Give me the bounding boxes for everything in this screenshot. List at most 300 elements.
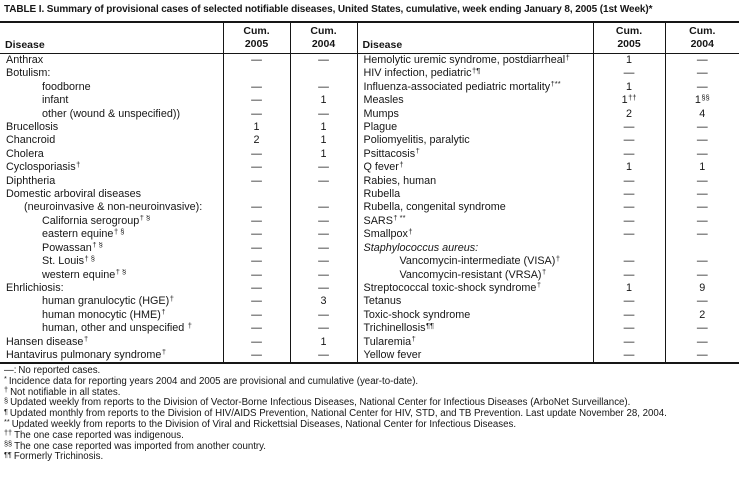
cum-2005-cell <box>593 148 665 161</box>
disease-label: human granulocytic (HGE) <box>42 295 170 308</box>
disease-label: Hansen disease <box>6 335 84 348</box>
disease-label: Botulism: <box>6 67 51 80</box>
footnote-marker: † <box>187 322 192 330</box>
disease-label: HIV infection, pediatric <box>363 67 472 80</box>
disease-label: Influenza-associated pediatric mortality <box>363 80 551 93</box>
footnote-marker: † <box>415 147 420 156</box>
cum-2005-cell <box>593 282 665 295</box>
cum-label: Cum. <box>243 25 270 37</box>
cum-2004-cell <box>665 201 739 214</box>
cum-2005-cell <box>223 67 290 80</box>
count-value: 1 <box>699 161 706 174</box>
disease-cell <box>0 215 223 228</box>
count-value: — <box>318 174 329 187</box>
cum-2005-cell <box>593 201 665 214</box>
cum-2005-cell <box>223 269 290 282</box>
count-value: — <box>623 335 635 348</box>
count-value: — <box>696 201 708 214</box>
footnote-marker: †** <box>550 80 561 89</box>
disease-cell <box>0 201 223 214</box>
disease-label: Brucellosis <box>6 121 59 134</box>
cum-2004-cell <box>290 175 357 188</box>
cum-2004-cell <box>665 188 739 201</box>
cum-2005-cell <box>593 188 665 201</box>
cum-2004-cell <box>290 215 357 228</box>
count-value: 2 <box>253 134 260 147</box>
disease-cell <box>357 54 593 68</box>
cum-2005-cell <box>593 336 665 349</box>
disease-label: Hemolytic uremic syndrome, postdiarrheal <box>363 54 566 66</box>
table-row <box>0 336 739 349</box>
cum-2004-cell <box>665 67 739 80</box>
disease-label: Mumps <box>363 107 399 120</box>
cum-2005-cell <box>223 349 290 363</box>
count-value: — <box>318 214 329 227</box>
cum-2004-cell <box>665 215 739 228</box>
cum-2004-cell <box>665 54 739 68</box>
count-value: — <box>623 67 635 80</box>
count-value: — <box>696 54 708 66</box>
cum-2005-cell <box>593 295 665 308</box>
count-value: 1 <box>320 335 327 348</box>
footnote-marker: † <box>83 335 89 344</box>
footnote-marker: §§ <box>4 439 13 449</box>
cum-2004-cell <box>665 134 739 147</box>
footnote-marker: † § <box>139 214 151 223</box>
footnote-marker: † <box>4 385 9 395</box>
count-value: 1 <box>625 161 632 174</box>
cum-2005-cell <box>223 188 290 201</box>
table-row <box>0 322 739 335</box>
cum-2004-cell <box>665 295 739 308</box>
footnote-marker: † § <box>115 268 127 276</box>
footnote-marker: † ** <box>393 214 406 223</box>
disease-label: Cyclosporiasis <box>6 161 76 174</box>
table-row <box>0 228 739 241</box>
cum-2005-cell <box>223 282 290 295</box>
cum-2005-cell <box>223 121 290 134</box>
disease-label: infant <box>42 94 69 107</box>
disease-label: Toxic-shock syndrome <box>363 308 471 321</box>
disease-cell <box>357 322 593 335</box>
footnote-text: Not notifiable in all states. <box>10 386 121 398</box>
cum-2004-cell <box>665 94 739 107</box>
count-value: 1 <box>625 281 632 294</box>
disease-cell <box>357 282 593 295</box>
cum-2004-cell <box>290 295 357 308</box>
cum-2004-cell <box>665 349 739 363</box>
disease-cell <box>0 295 223 308</box>
disease-cell <box>357 255 593 268</box>
disease-cell <box>357 161 593 174</box>
table-row <box>0 175 739 188</box>
disease-cell <box>0 269 223 282</box>
count-value: — <box>251 174 262 187</box>
count-value: — <box>696 134 708 147</box>
disease-cell <box>0 175 223 188</box>
year-2004-label: 2004 <box>690 38 714 50</box>
year-2005-label: 2005 <box>617 38 641 50</box>
disease-label: Chancroid <box>6 134 56 147</box>
disease-label: other (wound & unspecified)) <box>42 107 181 120</box>
cum-2005-cell <box>223 134 290 147</box>
table-row <box>0 201 739 214</box>
cum-2005-cell <box>593 269 665 282</box>
cum-2005-cell <box>223 336 290 349</box>
column-header-cum-2004-right <box>665 22 739 54</box>
cum-2005-cell <box>223 54 290 68</box>
cum-2005-cell <box>593 228 665 241</box>
footnote-marker: ¶¶ <box>4 449 12 459</box>
table-row <box>0 309 739 322</box>
cum-2005-cell <box>593 54 665 68</box>
disease-label: Rabies, human <box>363 174 437 187</box>
count-value: — <box>318 281 329 294</box>
disease-label: human, other and unspecified <box>42 322 188 335</box>
count-value: — <box>318 161 329 174</box>
cum-2004-cell <box>290 121 357 134</box>
cum-2005-cell <box>593 121 665 134</box>
count-value: 9 <box>699 281 706 294</box>
disease-cell <box>357 94 593 107</box>
disease-label: Psittacosis <box>363 147 416 160</box>
disease-cell <box>357 188 593 201</box>
cum-2004-cell <box>665 336 739 349</box>
count-value: — <box>623 255 635 268</box>
disease-label: Diphtheria <box>6 174 56 187</box>
count-value: 4 <box>699 107 706 120</box>
count-value: 1 <box>625 54 632 66</box>
disease-label: eastern equine <box>42 228 114 241</box>
count-value: — <box>623 134 635 147</box>
cum-2004-cell <box>290 148 357 161</box>
disease-label: (neuroinvasive & non-neuroinvasive): <box>24 201 203 214</box>
disease-label: St. Louis <box>42 255 85 268</box>
cum-2005-cell <box>223 94 290 107</box>
cum-2005-cell <box>223 215 290 228</box>
disease-label: human monocytic (HME) <box>42 308 161 321</box>
footnote <box>4 449 737 463</box>
count-value: — <box>623 201 635 214</box>
cum-2005-cell <box>223 322 290 335</box>
disease-label: Cholera <box>6 147 44 160</box>
disease-label: foodborne <box>42 80 91 93</box>
count-value: — <box>696 80 708 93</box>
count-value: — <box>696 228 708 241</box>
disease-cell <box>0 54 223 68</box>
footnote-text: The one case reported was imported from another country. <box>14 440 266 452</box>
count-value: — <box>696 255 708 268</box>
table-row <box>0 188 739 201</box>
cum-2005-cell <box>223 228 290 241</box>
cum-2004-cell <box>290 349 357 363</box>
table-row <box>0 161 739 174</box>
count-value: — <box>696 174 708 187</box>
footnote-marker: † <box>555 255 560 263</box>
disease-cell <box>357 309 593 322</box>
table-row <box>0 255 739 268</box>
column-header-disease-left: Disease <box>5 39 45 51</box>
cum-2005-cell <box>223 81 290 94</box>
disease-label: Rubella <box>363 188 401 201</box>
disease-cell <box>357 201 593 214</box>
disease-label: Streptococcal toxic-shock syndrome <box>363 281 537 294</box>
count-value: — <box>251 295 262 308</box>
count-value: — <box>696 268 708 281</box>
count-value: 1 <box>253 121 260 134</box>
cum-2005-cell <box>223 175 290 188</box>
table-row <box>0 81 739 94</box>
cum-2004-cell <box>290 242 357 255</box>
disease-cell <box>0 121 223 134</box>
year-2004-label: 2004 <box>311 38 336 50</box>
table-row <box>0 121 739 134</box>
count-value: — <box>251 161 262 174</box>
disease-cell <box>0 282 223 295</box>
footnote-marker: † § <box>92 241 103 250</box>
disease-label: California serogroup <box>42 214 140 227</box>
cum-2004-cell <box>290 336 357 349</box>
count-value: — <box>251 335 262 348</box>
cum-2004-cell <box>665 148 739 161</box>
cum-2005-cell <box>223 295 290 308</box>
count-value: 1 <box>320 94 327 107</box>
count-value: — <box>623 174 635 187</box>
footnote-marker: * <box>4 374 7 384</box>
count-value: 1 <box>320 147 327 160</box>
disease-cell <box>357 108 593 121</box>
count-value: — <box>251 281 262 294</box>
disease-label: Powassan <box>42 241 92 254</box>
count-value: — <box>251 322 262 335</box>
disease-cell <box>0 81 223 94</box>
count-value: — <box>318 348 329 361</box>
disease-label: Trichinellosis <box>363 322 426 335</box>
disease-cell <box>0 134 223 147</box>
disease-cell <box>357 175 593 188</box>
cum-2005-cell <box>593 94 665 107</box>
disease-cell <box>357 215 593 228</box>
cum-2005-cell <box>593 215 665 228</box>
cum-2004-cell <box>665 322 739 335</box>
footnote-marker: †† <box>4 428 13 438</box>
count-value: — <box>251 241 262 254</box>
cum-2004-cell <box>665 309 739 322</box>
count-value: — <box>251 201 262 214</box>
disease-label: SARS <box>363 214 393 227</box>
table-row <box>0 242 739 255</box>
disease-cell <box>357 81 593 94</box>
count-value: — <box>251 308 262 321</box>
disease-cell <box>357 242 593 255</box>
disease-label: Q fever <box>363 161 399 174</box>
count-value: — <box>251 54 262 66</box>
cum-2004-cell <box>290 108 357 121</box>
disease-cell <box>0 148 223 161</box>
count-value: — <box>696 295 708 308</box>
cum-2004-cell <box>290 188 357 201</box>
footnote-marker: † § <box>84 255 95 263</box>
disease-cell <box>0 349 223 363</box>
count-value: — <box>251 107 262 120</box>
count-value: — <box>318 268 329 281</box>
disease-label: Rubella, congenital syndrome <box>363 201 506 214</box>
count-value: 1 <box>694 94 701 107</box>
cum-2004-cell <box>290 94 357 107</box>
cum-2005-cell <box>593 309 665 322</box>
count-value: — <box>696 335 708 348</box>
cum-2005-cell <box>223 108 290 121</box>
count-value: — <box>696 147 708 160</box>
disease-label: Poliomyelitis, paralytic <box>363 134 470 147</box>
footnote-marker: † <box>161 308 166 317</box>
cum-2004-cell <box>665 269 739 282</box>
table-title: TABLE I. Summary of provisional cases of selected notifiable diseases, United States, cumulative, week ending January 8, 2005 (1st Week)* <box>4 4 653 15</box>
count-value: 3 <box>320 295 327 308</box>
column-header-cum-2005-right <box>593 22 665 54</box>
disease-label: Plague <box>363 121 398 134</box>
cum-2004-cell <box>290 81 357 94</box>
table-row <box>0 282 739 295</box>
footnote-text: The one case reported was indigenous. <box>14 429 184 441</box>
count-value: — <box>696 348 708 361</box>
count-value: — <box>251 268 262 281</box>
disease-cell <box>0 309 223 322</box>
cum-2004-cell <box>665 108 739 121</box>
cum-2004-cell <box>290 54 357 68</box>
footnote-marker: †¶ <box>472 67 481 75</box>
disease-label: Tetanus <box>363 295 402 308</box>
disease-label: Anthrax <box>6 54 44 66</box>
cum-2004-cell <box>665 121 739 134</box>
footnotes <box>4 366 737 463</box>
footnote-marker: † <box>411 335 416 344</box>
cum-2005-cell <box>593 175 665 188</box>
footnote-marker: †† <box>628 94 637 102</box>
disease-label: western equine <box>42 268 116 281</box>
cum-2004-cell <box>290 322 357 335</box>
count-value: — <box>696 121 708 134</box>
footnote-marker: † <box>76 161 81 169</box>
disease-cell <box>0 67 223 80</box>
cum-2005-cell <box>593 81 665 94</box>
disease-label: Staphylococcus aureus: <box>363 241 479 254</box>
cum-2004-cell <box>665 175 739 188</box>
cum-2004-cell <box>290 67 357 80</box>
disease-cell <box>0 161 223 174</box>
count-value: — <box>251 214 262 227</box>
cum-2004-cell <box>665 81 739 94</box>
footnote-text: Formerly Trichinosis. <box>13 451 104 463</box>
count-value: — <box>251 348 262 361</box>
count-value: — <box>696 214 708 227</box>
count-value: — <box>696 188 708 201</box>
disease-label: Vancomycin-resistant (VRSA) <box>399 268 542 281</box>
cum-2005-cell <box>223 309 290 322</box>
count-value: 2 <box>699 308 706 321</box>
footnote-text: Updated monthly from reports to the Division of HIV/AIDS Prevention, National Center for HIV, STD, and TB Prevention. Last update November 28, 2004. <box>9 408 667 420</box>
disease-cell <box>0 228 223 241</box>
count-value: — <box>318 241 329 254</box>
count-value: — <box>318 228 329 241</box>
count-value: — <box>623 121 635 134</box>
table-row <box>0 108 739 121</box>
cum-2004-cell <box>665 161 739 174</box>
cum-2005-cell <box>593 255 665 268</box>
disease-cell <box>357 67 593 80</box>
disease-cell <box>357 295 593 308</box>
disease-cell <box>0 322 223 335</box>
cum-2004-cell <box>290 269 357 282</box>
cum-2004-cell <box>665 242 739 255</box>
count-value: — <box>251 94 262 107</box>
count-value: 1 <box>320 134 327 147</box>
disease-cell <box>357 121 593 134</box>
disease-label: Domestic arboviral diseases <box>6 188 142 201</box>
count-value: — <box>623 188 635 201</box>
cum-2005-cell <box>223 255 290 268</box>
count-value: 1 <box>625 80 632 93</box>
cum-2004-cell <box>290 134 357 147</box>
disease-label: Tularemia <box>363 335 412 348</box>
header-row <box>0 22 739 54</box>
disease-label: Ehrlichiosis: <box>6 281 64 294</box>
cum-2005-cell <box>223 148 290 161</box>
table-row <box>0 349 739 363</box>
cum-2004-cell <box>665 255 739 268</box>
disease-label: Hantavirus pulmonary syndrome <box>6 348 162 361</box>
cum-2005-cell <box>593 349 665 363</box>
disease-cell <box>357 336 593 349</box>
footnote-marker: † § <box>113 228 125 236</box>
column-header-disease-right: Disease <box>357 22 593 54</box>
cum-2004-cell <box>290 228 357 241</box>
cum-2005-cell <box>593 161 665 174</box>
footnote-marker: † <box>565 53 570 62</box>
footnote-marker: § <box>4 395 9 405</box>
footnote-marker: §§ <box>701 94 710 102</box>
cum-2004-cell <box>290 255 357 268</box>
cum-2004-cell <box>290 309 357 322</box>
count-value: — <box>251 228 262 241</box>
disease-cell <box>357 349 593 363</box>
cum-2004-cell <box>290 161 357 174</box>
table-row <box>0 148 739 161</box>
count-value: — <box>318 308 329 321</box>
cum-2005-cell <box>593 322 665 335</box>
column-header-cum-2004-left <box>290 22 357 54</box>
count-value: — <box>623 147 635 160</box>
footnote-text: No reported cases. <box>18 365 101 376</box>
count-value: 1 <box>621 94 628 107</box>
disease-cell <box>0 108 223 121</box>
table-row <box>0 134 739 147</box>
footnote <box>4 439 737 453</box>
disease-cell <box>0 94 223 107</box>
footnote-marker: ¶ <box>4 406 8 416</box>
cum-2005-cell <box>593 134 665 147</box>
cum-2004-cell <box>665 228 739 241</box>
footnote-marker: † <box>169 295 174 303</box>
footnote-marker: ** <box>4 417 10 427</box>
disease-cell <box>357 269 593 282</box>
cum-2004-cell <box>665 282 739 295</box>
disease-label: Vancomycin-intermediate (VISA) <box>399 255 556 268</box>
table-row <box>0 295 739 308</box>
cum-label: Cum. <box>689 25 716 37</box>
count-value: — <box>623 268 635 281</box>
disease-cell <box>0 242 223 255</box>
